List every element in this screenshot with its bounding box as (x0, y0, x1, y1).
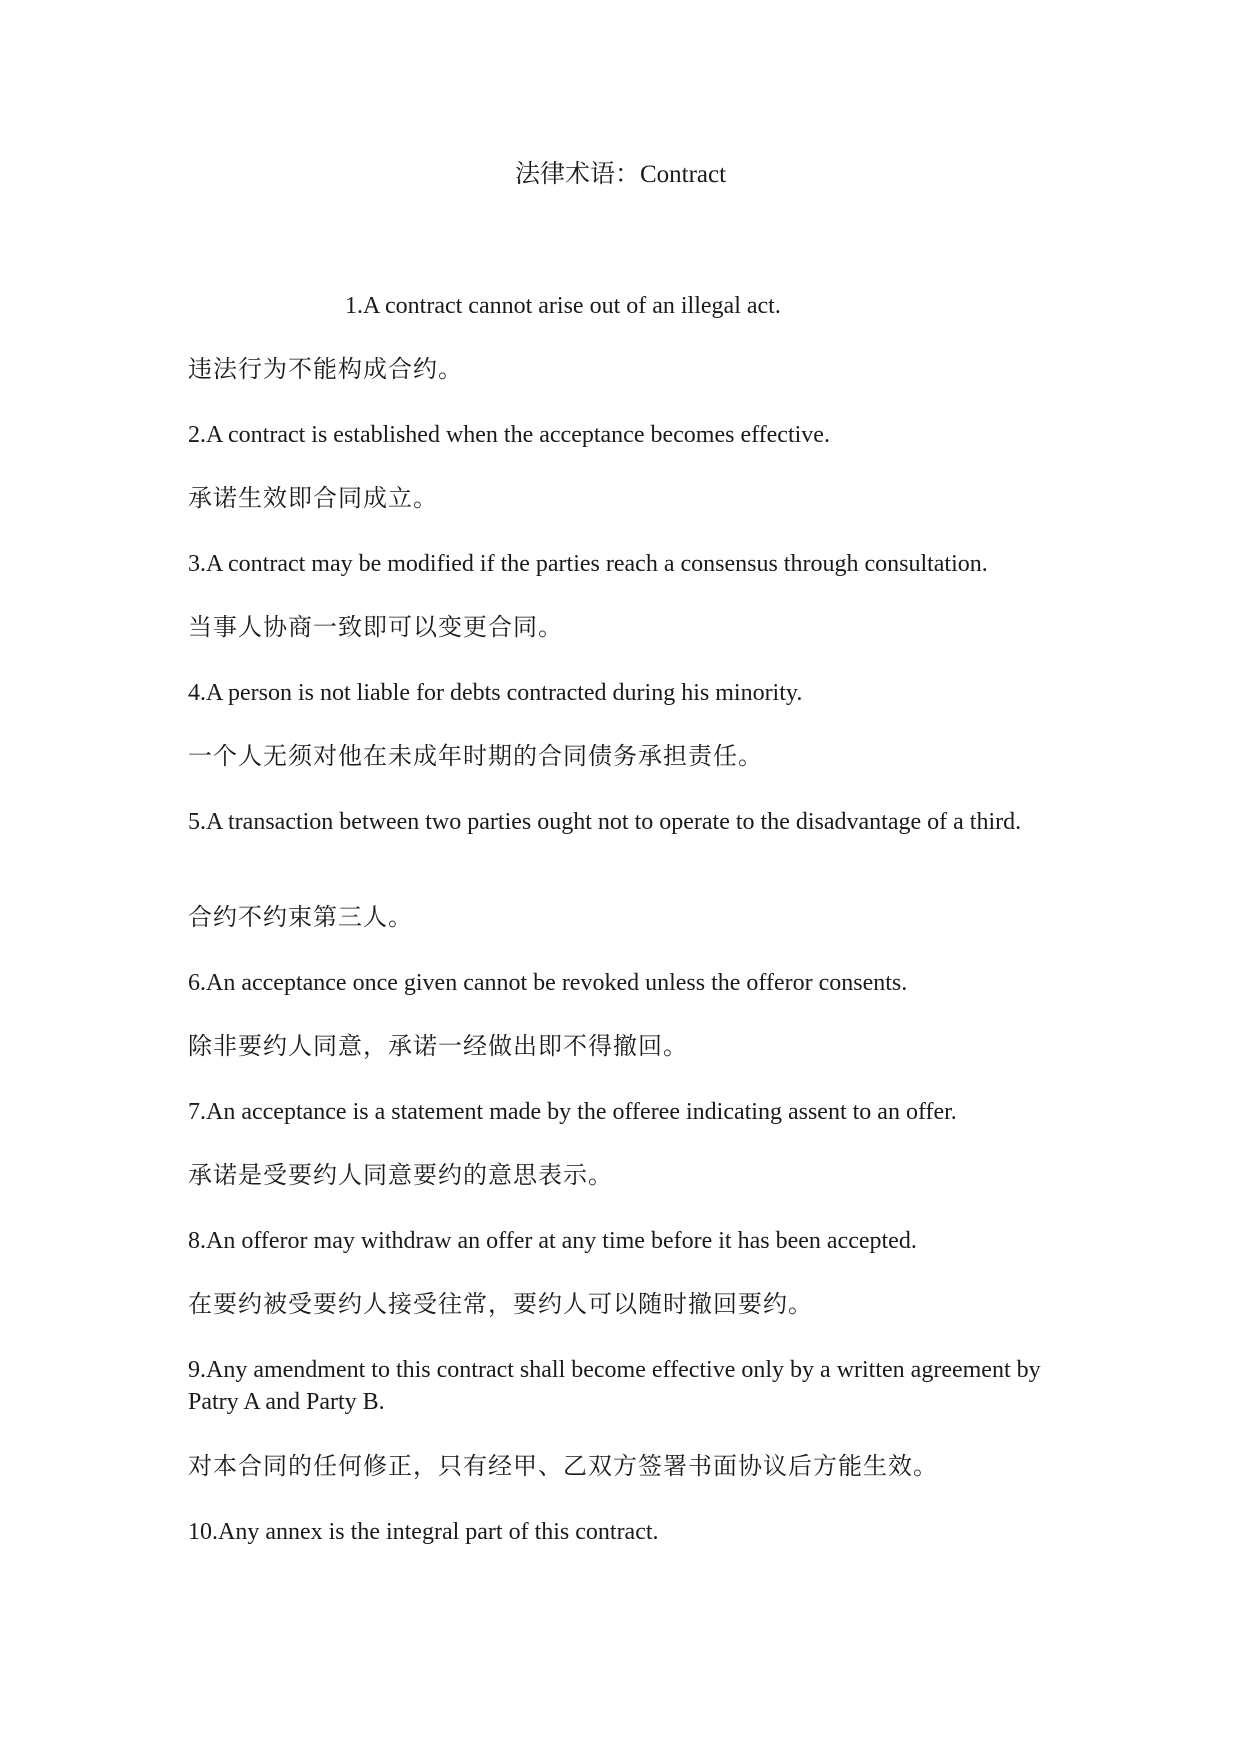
entry-7-en: 7.An acceptance is a statement made by the offeree indicating assent to an offer. (188, 1099, 957, 1125)
entry-9-en: 9.Any amendment to this contract shall become effective only by a written agreement by Patry A and Party B. (188, 1357, 1041, 1415)
entry-6-zh: 除非要约人同意，承诺一经做出即不得撤回。 (188, 1034, 688, 1060)
entry-1-zh: 违法行为不能构成合约。 (188, 357, 463, 383)
entry-2-en: 2.A contract is established when the acceptance becomes effective. (188, 422, 830, 448)
entry-8-zh: 在要约被受要约人接受往常，要约人可以随时撤回要约。 (188, 1292, 813, 1318)
entry-4-zh: 一个人无须对他在未成年时期的合同债务承担责任。 (188, 744, 763, 770)
entry-5-en: 5.A transaction between two parties ought not to operate to the disadvantage of a third. (188, 809, 1022, 835)
entry-3-zh: 当事人协商一致即可以变更合同。 (188, 615, 563, 641)
entry-2-zh: 承诺生效即合同成立。 (188, 486, 438, 512)
entry-10-en: 10.Any annex is the integral part of this contract. (188, 1519, 659, 1545)
document-title: 法律术语：Contract (514, 161, 727, 188)
entry-6-en: 6.An acceptance once given cannot be revoked unless the offeror consents. (188, 970, 908, 996)
entry-8-en: 8.An offeror may withdraw an offer at any time before it has been accepted. (188, 1228, 917, 1254)
entry-5-zh: 合约不约束第三人。 (188, 905, 413, 931)
entry-1-en: 1.A contract cannot arise out of an illegal act. (345, 293, 781, 319)
entry-7-zh: 承诺是受要约人同意要约的意思表示。 (188, 1163, 613, 1189)
entry-4-en: 4.A person is not liable for debts contracted during his minority. (188, 680, 803, 706)
entry-9-zh: 对本合同的任何修正，只有经甲、乙双方签署书面协议后方能生效。 (188, 1454, 938, 1480)
entry-3-en: 3.A contract may be modified if the parties reach a consensus through consultation. (188, 551, 988, 577)
